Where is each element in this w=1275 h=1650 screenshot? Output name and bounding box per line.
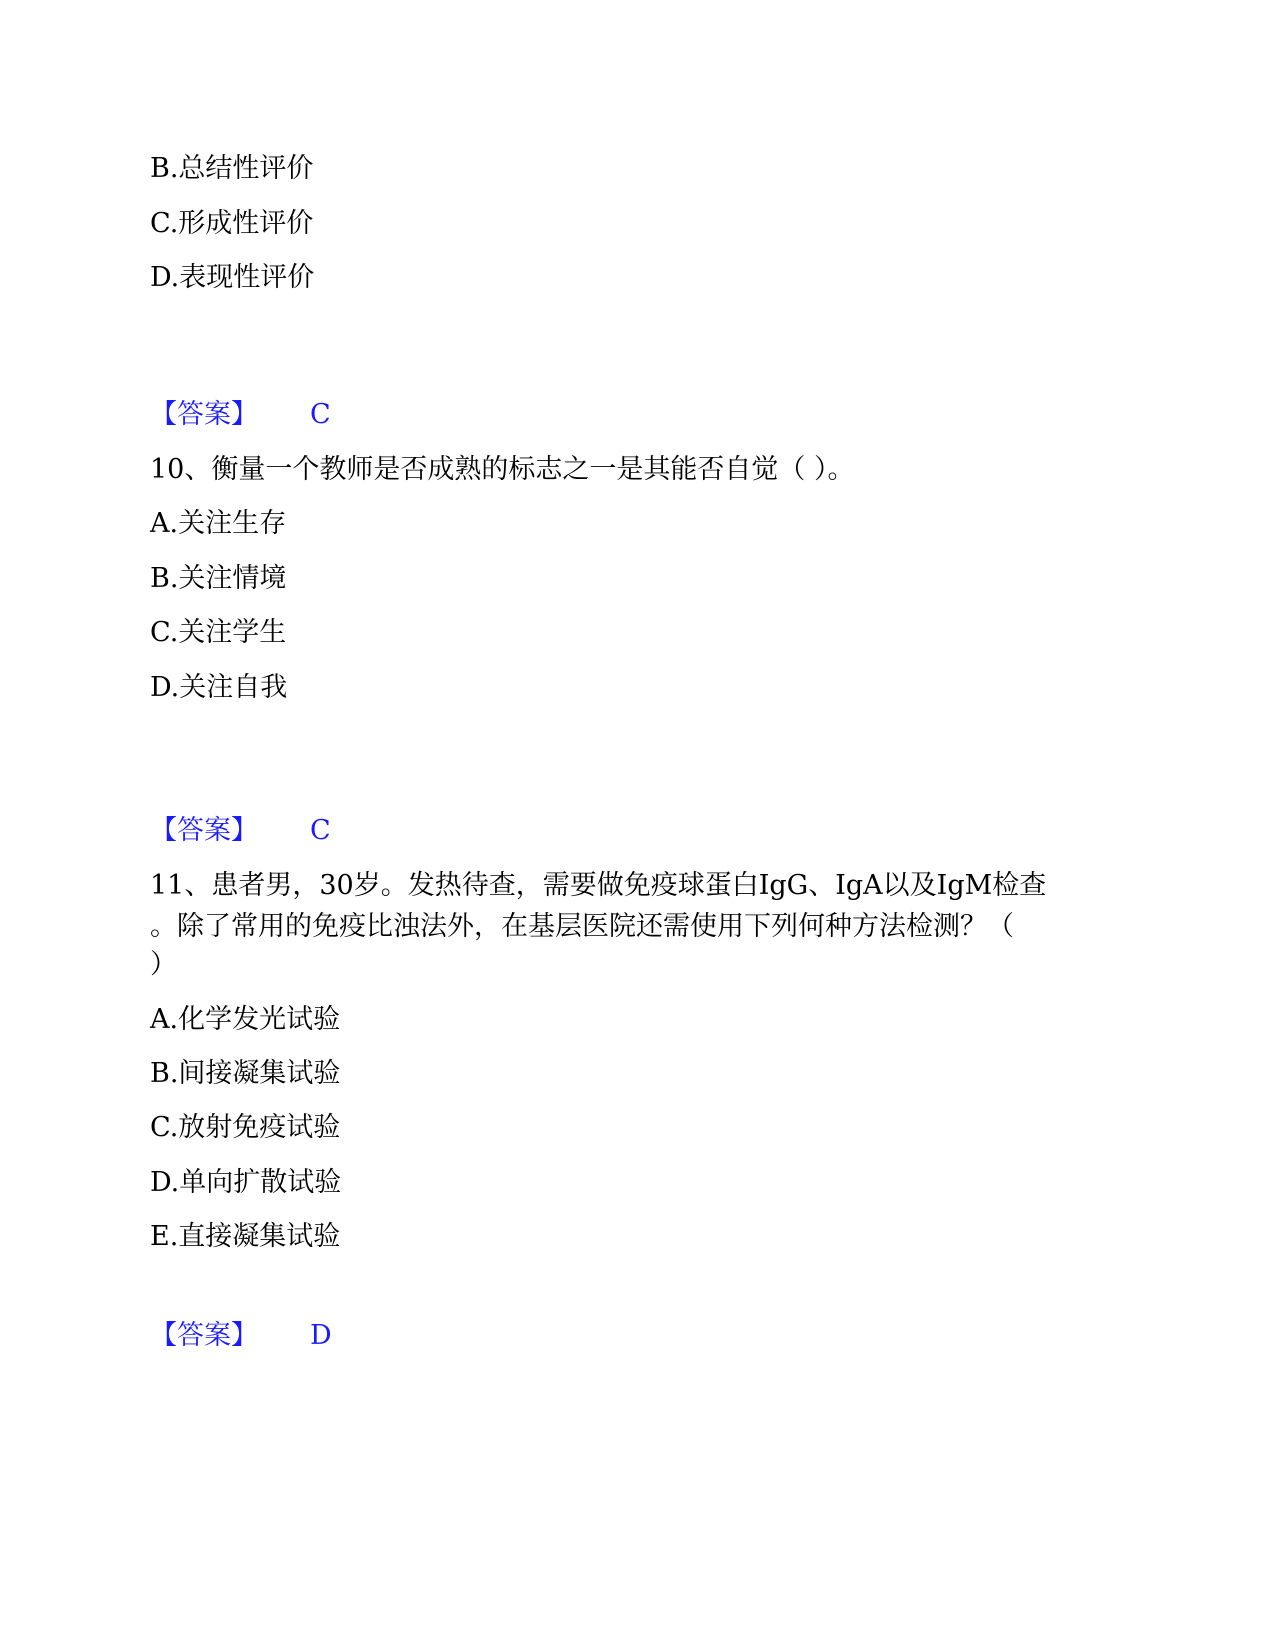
q11-option-e: E.直接凝集试验 [150,1221,341,1252]
q9-option-d: D.表现性评价 [150,262,315,293]
q11-option-d: D.单向扩散试验 [150,1167,342,1198]
q11-option-b: B.间接凝集试验 [150,1058,341,1089]
q10-option-d: D.关注自我 [150,672,288,703]
q9-option-b: B.总结性评价 [150,153,314,184]
q11-option-c: C.放射免疫试验 [150,1112,341,1143]
q11-stem-line-1: 11、患者男，30岁。发热待查，需要做免疫球蛋白IgG、IgA以及IgM检查 [150,870,1047,901]
answer-value: C [310,399,331,430]
answer-value: C [310,815,331,846]
q11-stem-line-2: 。除了常用的免疫比浊法外，在基层医院还需使用下列何种方法检测？（ [150,911,1014,942]
q9-option-c: C.形成性评价 [150,208,314,239]
q9-answer [150,398,331,432]
q10-answer [150,814,331,848]
answer-label: 【答案】 [150,815,258,846]
answer-label: 【答案】 [150,1320,258,1351]
answer-value: D [310,1320,332,1351]
q11-stem-line-3: ） [150,949,177,980]
answer-label: 【答案】 [150,399,258,430]
q10-option-b: B.关注情境 [150,563,287,594]
q10-option-c: C.关注学生 [150,617,287,648]
q11-answer [150,1319,332,1353]
q11-option-a: A.化学发光试验 [150,1004,341,1035]
q10-stem: 10、衡量一个教师是否成熟的标志之一是其能否自觉（ ）。 [150,454,855,485]
q10-option-a: A.关注生存 [150,508,287,539]
